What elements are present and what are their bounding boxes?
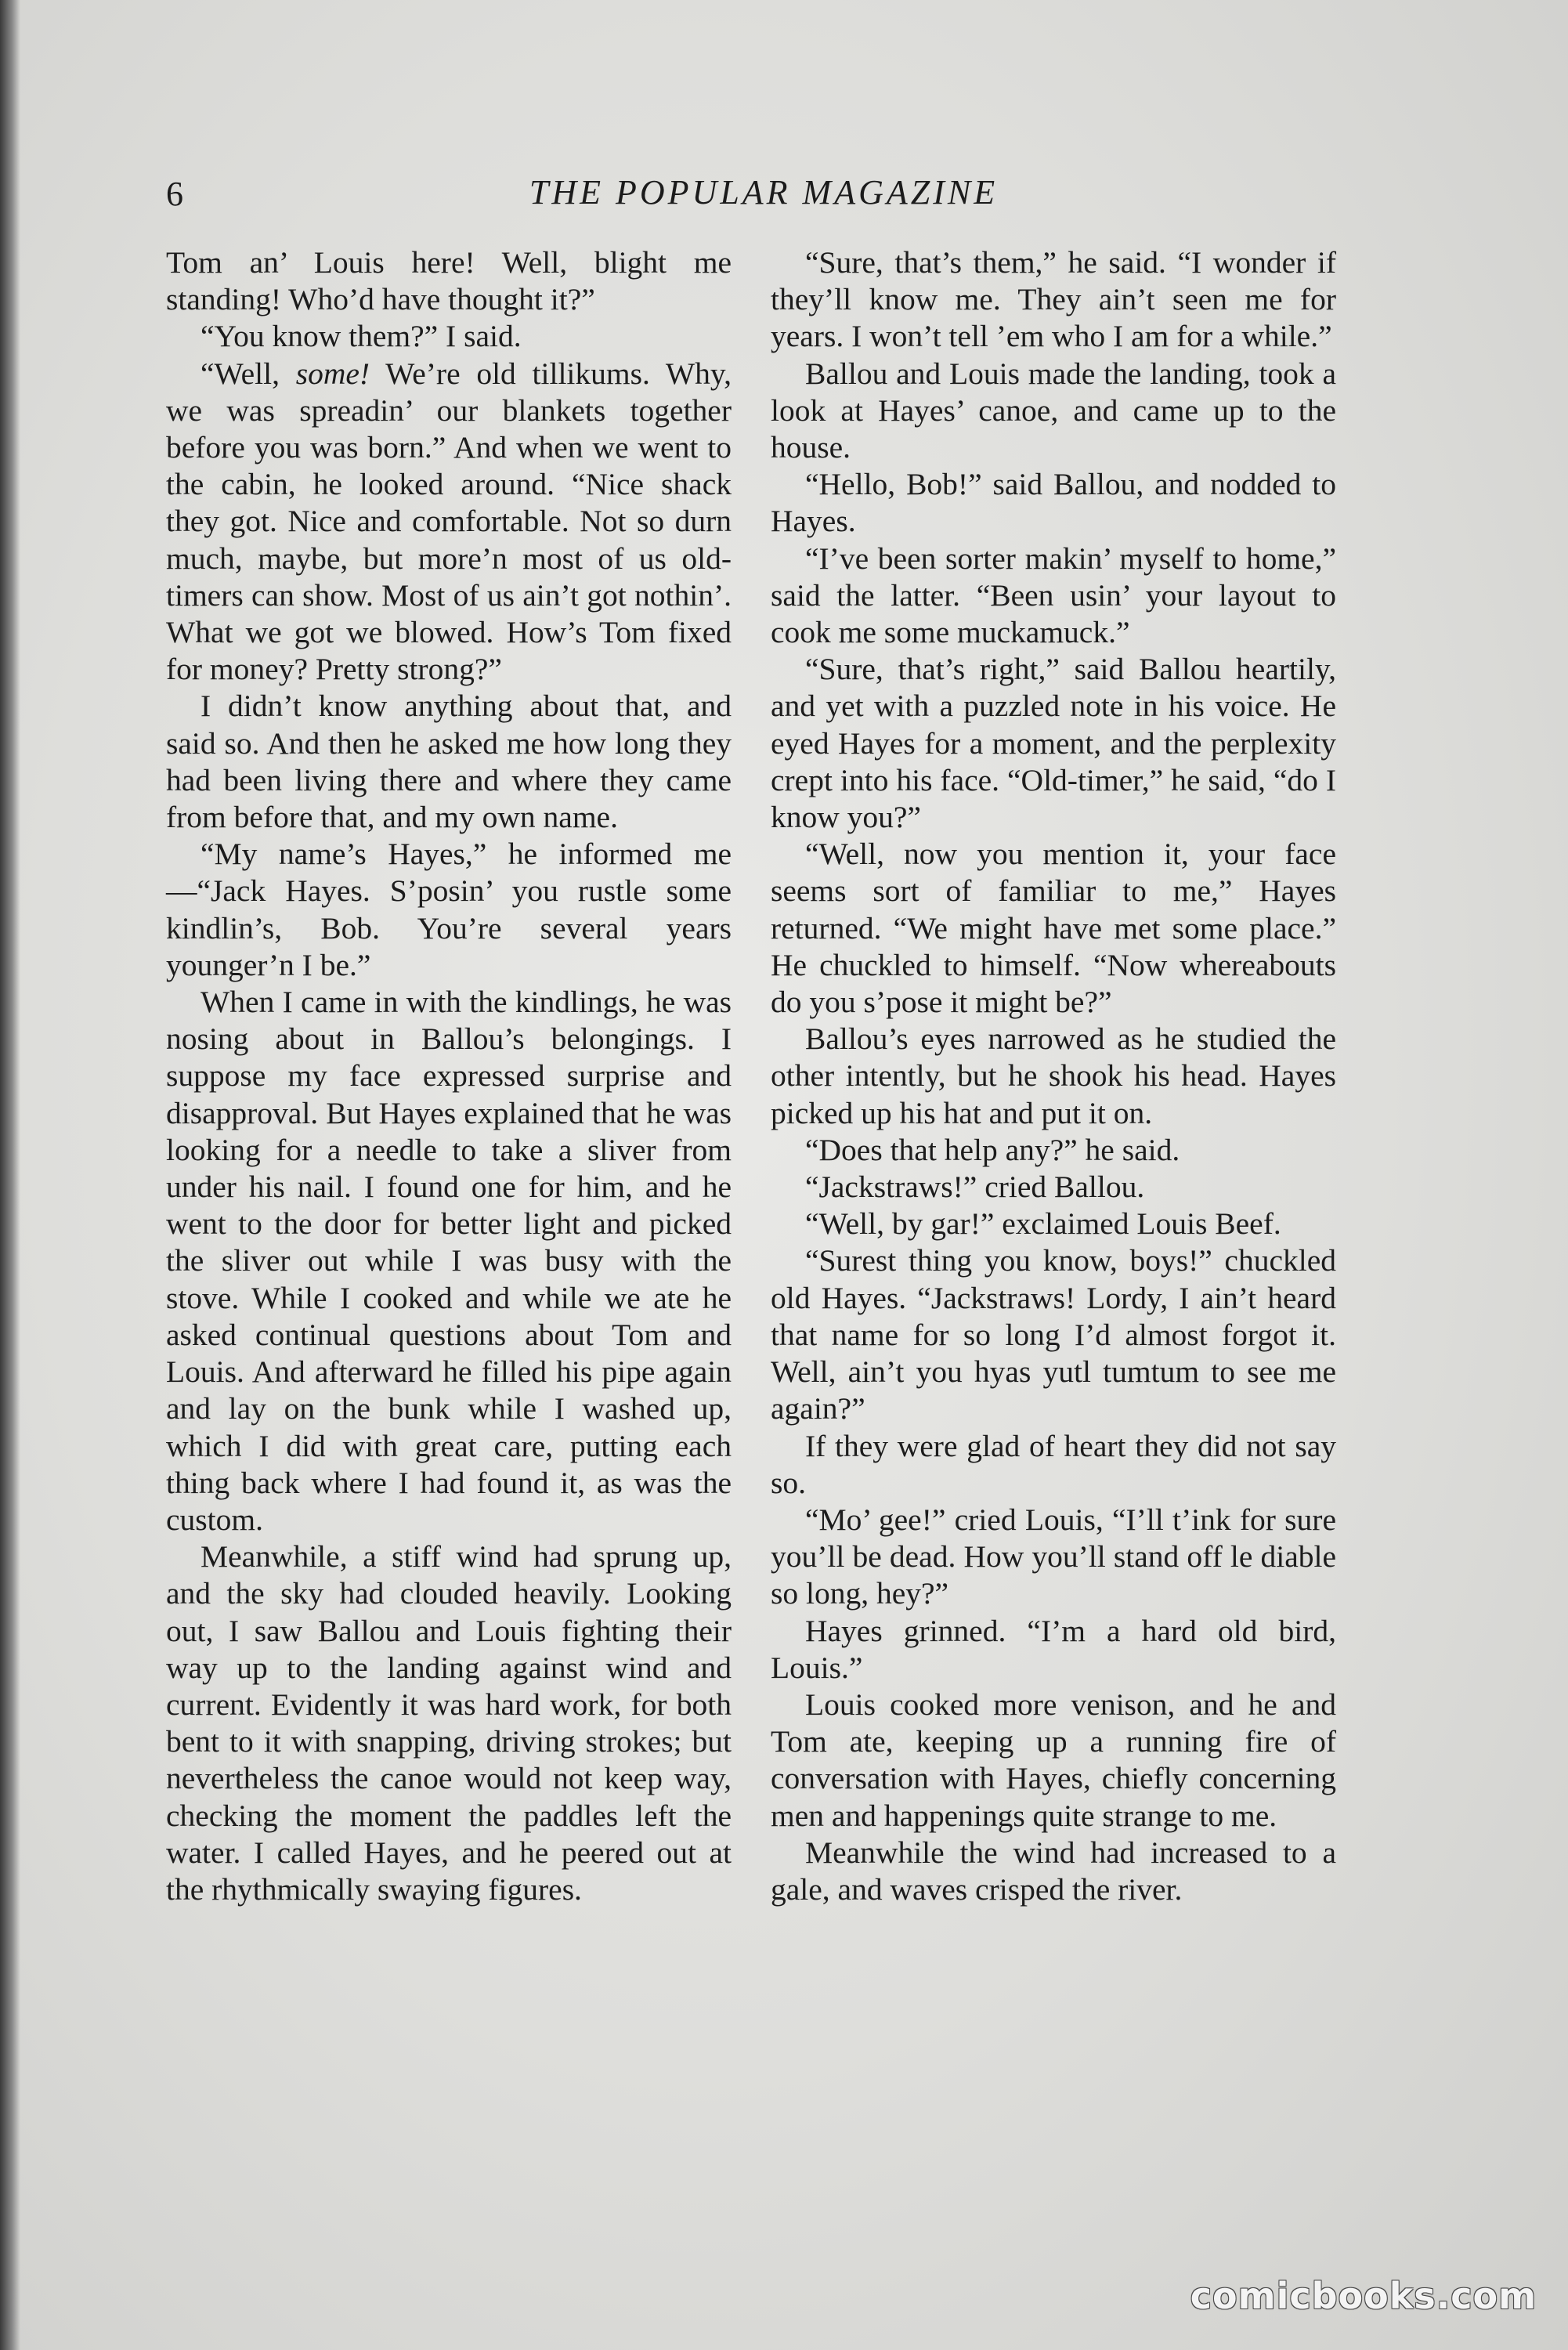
page-number: 6: [166, 175, 183, 213]
paragraph: When I came in with the kindlings, he was nosing about in Ballou’s belongings. I suppose my face expressed surprise and disapproval. But Hayes explained that he was looking for a needle to take a sliver from under his nail. I found one for him, and he went to the door for better light and picked the sliver out while I was busy with the stove. While I cooked and while we ate he asked continual questions about Tom and Louis. And afterward he filled his pipe again and lay on the bunk while I washed up, which I did with great care, putting each thing back where I had found it, as was the custom.: [166, 985, 732, 1537]
paragraph: “Surest thing you know, boys!” chuckled old Hayes. “Jackstraws! Lordy, I ain’t heard that name for so long I’d almost forgot it. Well, ain’t you hyas yutl tumtum to see me again?”: [771, 1243, 1336, 1426]
paragraph-text: We’re old tillikums. Why, we was spreadin’ our blankets together before you was born.” And when we went to the cabin, he looked around. “Nice shack they got. Nice and comfortable. Not so durn much, maybe, but more’n most of us old-timers can show. Most of us ain’t got nothin’. What we got we blowed. How’s Tom fixed for money? Pretty strong?”: [166, 356, 732, 687]
paragraph: “Hello, Bob!” said Ballou, and nodded to Hayes.: [771, 467, 1336, 539]
paragraph: Ballou’s eyes narrowed as he studied the other intently, but he shook his head. Hayes picked up his hat and put it on.: [771, 1021, 1336, 1130]
paragraph: “Sure, that’s right,” said Ballou heartily, and yet with a puzzled note in his voice. He eyed Hayes for a moment, and the perplexity crept into his face. “Old-timer,” he said, “do I know you?”: [771, 652, 1336, 835]
paragraph: “I’ve been sorter makin’ myself to home,” said the latter. “Been usin’ your layout to cook me some muckamuck.”: [771, 540, 1336, 650]
paragraph: “Mo’ gee!” cried Louis, “I’ll t’ink for sure you’ll be dead. How you’ll stand off le diable so long, hey?”: [771, 1502, 1336, 1611]
paragraph: Meanwhile, a stiff wind had sprung up, and the sky had clouded heavily. Looking out, I saw Ballou and Louis fighting their way up to the landing against wind and current. Evidently it was hard work, for both bent to it with snapping, driving strokes; but nevertheless the canoe would not keep way, checking the moment the paddles left the water. I called Hayes, and he peered out at the rhythmically swaying figures.: [166, 1539, 732, 1907]
paragraph: “You know them?” I said.: [201, 319, 522, 354]
paragraph: [166, 356, 732, 689]
paragraph: Ballou and Louis made the landing, took a look at Hayes’ canoe, and came up to the house.: [771, 356, 1336, 465]
paragraph: “Well, now you mention it, your face seems sort of familiar to me,” Hayes returned. “We might have met some place.” He chuckled to himself. “Now whereabouts do you s’pose it might be?”: [771, 837, 1336, 1020]
paragraph: If they were glad of heart they did not say so.: [771, 1428, 1336, 1500]
left-column: [166, 244, 732, 1908]
paragraph: “Well, by gar!” exclaimed Louis Beef.: [805, 1206, 1281, 1242]
paragraph: “Does that help any?” he said.: [805, 1132, 1180, 1167]
binding-edge: [0, 0, 20, 2350]
paragraph: Meanwhile the wind had increased to a gale, and waves crisped the river.: [771, 1835, 1336, 1907]
paragraph: I didn’t know anything about that, and said so. And then he asked me how long they had been living there and where they came from before that, and my own name.: [166, 689, 732, 835]
paragraph: “Jackstraws!” cried Ballou.: [805, 1170, 1145, 1205]
right-column: [771, 244, 1336, 1908]
watermark: comicbooks.com: [1190, 2275, 1537, 2317]
emphasized-text: some!: [295, 356, 370, 391]
paragraph: Louis cooked more venison, and he and Tom ate, keeping up a running fire of conversation with Hayes, chiefly concerning men and happenings quite strange to me.: [771, 1687, 1336, 1833]
paragraph-text: “Well,: [201, 356, 296, 391]
paragraph: Tom an’ Louis here! Well, blight me standing! Who’d have thought it?”: [166, 245, 732, 317]
paragraph: “My name’s Hayes,” he informed me —“Jack Hayes. S’posin’ you rustle some kindlin’s, Bob. You’re several years younger’n I be.”: [166, 837, 732, 982]
running-head: THE POPULAR MAGAZINE: [529, 173, 999, 212]
paragraph: Hayes grinned. “I’m a hard old bird, Louis.”: [771, 1613, 1336, 1685]
paragraph: “Sure, that’s them,” he said. “I wonder if they’ll know me. They ain’t seen me for years. I won’t tell ’em who I am for a while.”: [771, 245, 1336, 354]
